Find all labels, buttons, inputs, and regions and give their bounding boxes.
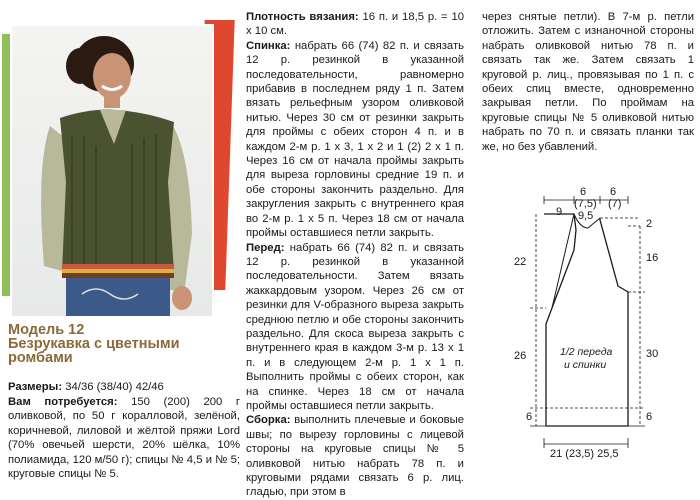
sizes-label: Размеры: [8, 381, 63, 393]
pattern-diagram [500, 186, 700, 470]
materials-label: Вам потребуется: [8, 396, 118, 408]
assembly-text: выполнить плечевые и боковые швы; по вырезу горловины с лицевой стороны на круговые спицы № 5 оливковой нитью набрать 78 п. и круговыми рядами связать 6 р. лиц. гладью, при этом в [246, 414, 465, 499]
back-paragraph [246, 39, 464, 241]
diagram-top-right-width: 6 [610, 186, 617, 198]
diagram-top-left-width: 6 [580, 186, 587, 198]
diagram-center-label-1: 1/2 переда [560, 346, 613, 358]
assembly-paragraph [246, 413, 464, 499]
sizes-paragraph [8, 380, 240, 394]
assembly-continued-text: через снятые петли). В 7-м р. петли отложить. Затем с изнаночной стороны набрать оливковой нитью 78 п. и связать так же. Затем связать 1 круговой р. лиц., провязывая по 1 п. с обеих спиц вместе, одновременно закрывая петли. По проймам на круговые спицы № 5 оливковой нитью набрать по 70 п. и связать планки так же, но без убавлений. [482, 11, 694, 153]
diagram-center-label-2: и спинки [564, 359, 607, 371]
diagram-neck-width: 9 [556, 206, 563, 218]
assembly-label: Сборка: [246, 414, 291, 427]
diagram-rib-right: 6 [646, 411, 653, 423]
model-title-line-2: Безрукавка с цветными [8, 336, 180, 352]
model-photo [12, 26, 212, 316]
diagram-top-right-sub: (7) [608, 198, 622, 210]
assembly-continued-column [482, 10, 694, 154]
diagram-armhole-height-right: 16 [646, 252, 659, 264]
diagram-bottom-width: 21 (23,5) 25,5 [550, 448, 619, 460]
pattern-diagram-lines [500, 190, 700, 470]
density-label: Плотность вязания: [246, 11, 359, 23]
model-photo-frame [0, 20, 232, 302]
instructions-column [246, 10, 464, 500]
diagram-top-left-sub: (7,5) [574, 198, 597, 210]
front-paragraph [246, 241, 464, 414]
diagram-body-height-right: 30 [646, 348, 659, 360]
diagram-shoulder-drop: 2 [646, 218, 653, 230]
density-text: 16 п. и 18,5 р. = 10 х 10 см. [246, 11, 465, 38]
materials-paragraph [8, 395, 240, 481]
model-photo-illustration [12, 26, 212, 316]
front-label: Перед: [246, 241, 285, 254]
model-title [8, 323, 228, 365]
density-paragraph [246, 10, 464, 39]
model-title-line-1: Модель 12 [8, 322, 85, 338]
sizes-value: 34/36 (38/40) 42/46 [65, 381, 164, 393]
diagram-body-height-left: 26 [514, 350, 527, 362]
diagram-top-left-sub2: 9,5 [578, 210, 594, 222]
diagram-armhole-height-left: 22 [514, 256, 527, 268]
back-text: набрать 66 (74) 82 п. и связать 12 р. резинкой в указанной последовательности, равномерно прибавив в последнем ряду 1 п. Затем вязать рельефным узором оливковой нитью. Через 30 см от резинки закрыть для проймы с обеих сторон 4 п. и в каждом 2-м р. 1 х 3, 1 х 2 и 1 (2) 2 х 1 п. Через 16 см от начала проймы закрыть для выреза горловины средние 19 п. и обе стороны закончить раздельно. Для закругления закрыть с внутреннего края во 2-м р. 1 х 5 п. Через 18 см от начала проймы оставшиеся петли закрыть. [246, 39, 464, 240]
materials-text: 150 (200) 200 г оливковой, по 50 г коралловой, зелёной, коричневой, лиловой и жёлтой пряжи Lord (70% овечьей шерсти, 20% шёлка, 10% полиамида, 120 м/50 г); спицы № 4,5 и № 5; круговые спицы № 5. [8, 396, 240, 481]
back-label: Спинка: [246, 39, 291, 52]
front-text: набрать 66 (74) 82 п. и связать 12 р. резинкой в указанной последовательности. Затем вязать жаккардовым узором. Через 26 см от резинки для V-образного выреза закрыть среднюю петлю и обе стороны закончить раздельно. Для скоса выреза закрыть с внутреннего края в каждом 3-м р. 13 х 1 п. и в следующем 2-м р. 1 х 1 п. Выполнить проймы с обеих сторон, как на спинке. Через 18 см от начала проймы оставшиеся петли закрыть. [246, 241, 464, 412]
diagram-rib-left: 6 [526, 411, 533, 423]
model-title-line-3: ромбами [8, 350, 73, 366]
